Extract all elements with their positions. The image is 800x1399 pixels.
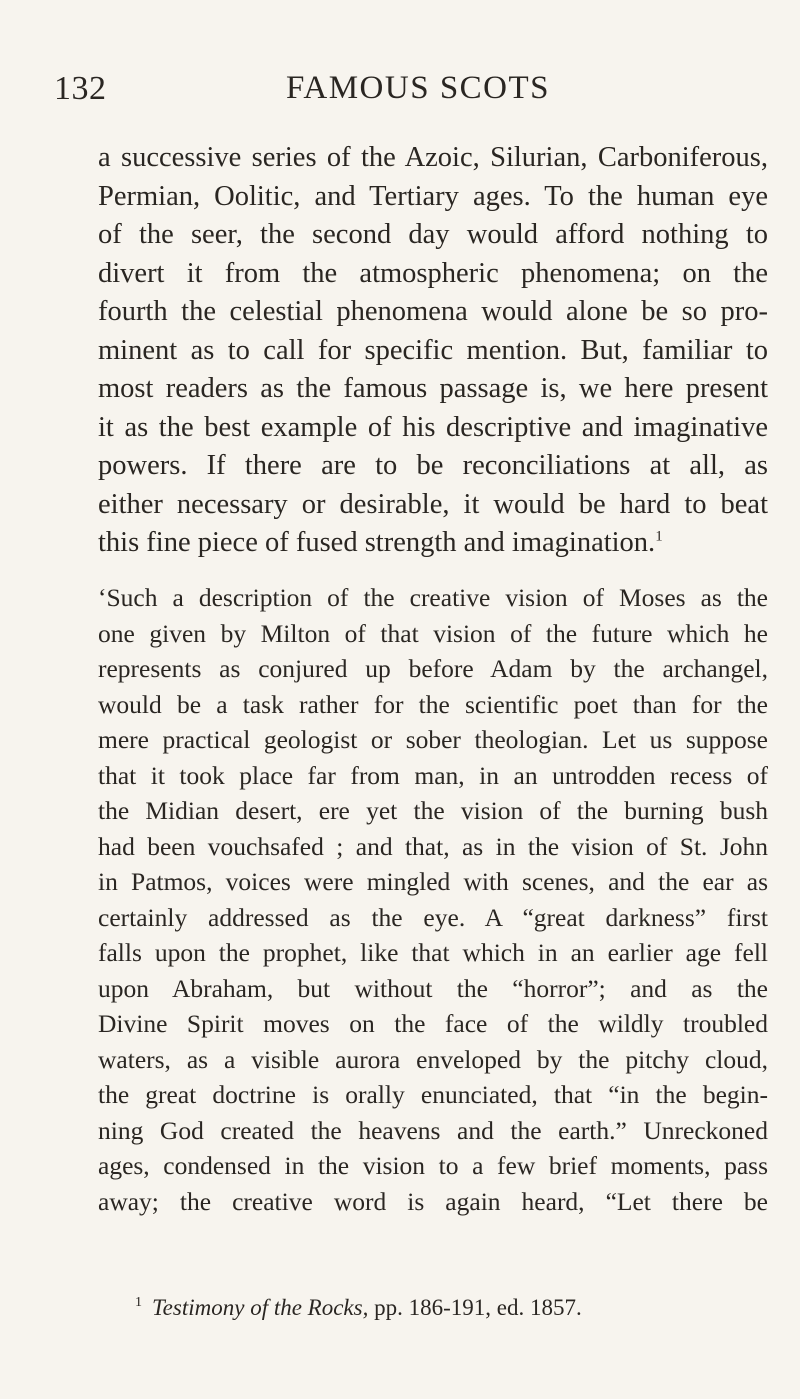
text-line: Divine Spirit moves on the face of the wildly troubled xyxy=(98,1009,768,1038)
text-line: divert it from the atmospheric phenomena; on the xyxy=(98,257,768,289)
text-line: certainly addressed as the eye. A “great darkness” first xyxy=(98,902,768,932)
text-line: a successive series of the Azoic, Silurian, Carboniferous, xyxy=(98,142,768,173)
text-line: either necessary or desirable, it would be hard to beat xyxy=(98,488,768,520)
footnote-citation: pp. 186-191, ed. 1857. xyxy=(368,1295,582,1320)
text-line: Permian, Oolitic, and Tertiary ages. To the human eye xyxy=(98,180,768,212)
paragraph-2-quotation xyxy=(98,580,768,1219)
text-line: minent as to call for specific mention. But, familiar to xyxy=(98,334,768,366)
footnote xyxy=(135,1295,775,1321)
text-line: most readers as the famous passage is, we here present xyxy=(98,373,768,404)
text-line: of the seer, the second day would afford nothing to xyxy=(98,219,768,250)
text-line-content: this fine piece of fused strength and imagination. xyxy=(98,527,656,558)
text-line: upon Abraham, but without the “horror”; and as the xyxy=(98,973,768,1003)
text-line: mere practical geologist or sober theologian. Let us suppose xyxy=(98,725,768,754)
text-line: in Patmos, voices were mingled with scenes, and the ear as xyxy=(98,867,768,896)
footnote-book-title: Testimony of the Rocks, xyxy=(152,1295,369,1320)
footnote-mark: 1 xyxy=(135,1295,142,1311)
text-line: ages, condensed in the vision to a few brief moments, pass xyxy=(98,1151,768,1180)
text-line: represents as conjured up before Adam by the archangel, xyxy=(98,654,768,683)
text-line: one given by Milton of that vision of the future which he xyxy=(98,618,768,648)
text-line: powers. If there are to be reconciliations at all, as xyxy=(98,450,768,481)
text-line: ‘Such a description of the creative vision of Moses as the xyxy=(98,583,768,612)
text-line: ning God created the heavens and the earth.” Unreckoned xyxy=(98,1115,768,1145)
running-title: FAMOUS SCOTS xyxy=(285,70,551,106)
text-line: waters, as a visible aurora enveloped by the pitchy cloud, xyxy=(98,1044,768,1074)
text-line: fourth the celestial phenomena would alone be so pro- xyxy=(98,296,768,327)
text-line: would be a task rather for the scientific poet than for the xyxy=(98,689,768,719)
running-head xyxy=(54,70,770,120)
page-number: 132 xyxy=(54,70,107,107)
text-line: the Midian desert, ere yet the vision of the burning bush xyxy=(98,796,768,825)
text-line: that it took place far from man, in an untrodden recess of xyxy=(98,760,768,790)
text-line: away; the creative word is again heard, “Let there be xyxy=(98,1186,768,1216)
footnote-reference: 1 xyxy=(655,528,663,545)
text-line: the great doctrine is orally enunciated, that “in the begin- xyxy=(98,1080,768,1109)
text-line: had been vouchsafed ; and that, as in the vision of St. John xyxy=(98,831,768,861)
paragraph-1 xyxy=(98,139,768,563)
text-line: it as the best example of his descriptive and imaginative xyxy=(98,411,768,443)
text-line: falls upon the prophet, like that which in an earlier age fell xyxy=(98,938,768,967)
text-line-last xyxy=(98,524,768,563)
